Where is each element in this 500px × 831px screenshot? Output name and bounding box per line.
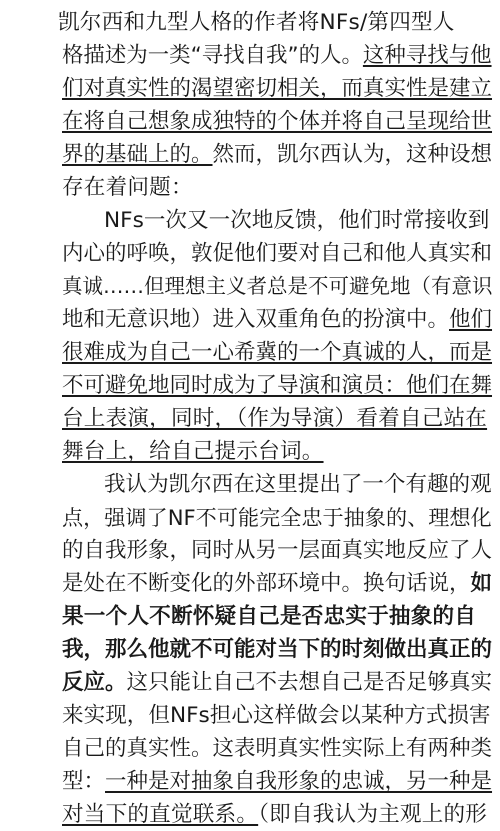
text-span: 的自我形象，同时从另一层面真实地反应了人 — [62, 538, 493, 563]
text-span: 内心的呼唤，敦促他们要对自己和他人真实和 — [62, 241, 493, 266]
text-line — [62, 336, 492, 369]
text-line — [62, 798, 487, 831]
bold-text: 果一个人不断怀疑自己是否忠实于抽象的自 — [62, 604, 477, 629]
bold-text: 我，那么他就不可能对当下的时刻做出真正的 — [62, 637, 493, 662]
text-line — [62, 732, 492, 765]
text-line — [62, 369, 492, 402]
text-line — [62, 270, 493, 303]
underlined-text: 台上表演，同时，（作为导演）看着自己站在 — [62, 406, 488, 431]
underlined-text: 舞台上，给自己提示台词。 — [62, 439, 324, 464]
underlined-text: 们对真实性的渴望密切相关，而真实性是建立 — [62, 76, 493, 101]
underlined-text: 这种寻找与他 — [362, 43, 492, 68]
underlined-text: 不可避免地同时成为了导演和演员：他们在舞 — [62, 373, 493, 398]
text-line — [62, 237, 492, 270]
underlined-text: 界的基础上的。 — [62, 142, 213, 167]
text-line — [62, 39, 492, 72]
text-line — [62, 534, 492, 567]
text-span: 真诚……但理想主义者总是不可避免地（有意识 — [62, 274, 493, 298]
text-line — [62, 105, 492, 138]
text-span: 凯尔西和九型人格的作者将NFs/第四型人 — [58, 10, 455, 35]
text-span: 是处在不断变化的外部环境中。换句话说， — [62, 571, 471, 596]
text-span: 点，强调了NF不可能完全忠于抽象的、理想化 — [62, 505, 492, 530]
text-line — [62, 699, 491, 732]
bold-text: 如 — [470, 571, 493, 596]
text-line — [62, 600, 476, 633]
text-line — [62, 303, 492, 336]
text-line — [62, 666, 492, 699]
text-line — [62, 72, 492, 105]
bold-text: 反应。 — [62, 670, 127, 695]
underlined-text: 他们 — [449, 307, 493, 332]
text-line — [58, 6, 455, 39]
underlined-text: 在将自己想象成独特的个体并将自己呈现给世 — [62, 109, 493, 134]
text-span: 我认为凯尔西在这里提出了一个有趣的观 — [104, 472, 492, 497]
text-line — [62, 171, 193, 204]
text-span: 存在着问题： — [62, 175, 193, 200]
underlined-text: 一种是对抽象自我形象的忠诚，另一种是 — [105, 769, 493, 794]
text-span: NFs一次又一次地反馈，他们时常接收到 — [104, 208, 490, 233]
text-span: 这只能让自己不去想自己是否足够真实 — [126, 670, 493, 695]
text-span: 格描述为一类“寻找自我”的人。 — [62, 43, 363, 68]
underlined-text: 对当下的直觉联系。 — [62, 802, 259, 827]
text-line — [62, 567, 492, 600]
text-line — [62, 765, 492, 798]
text-span: 然而，凯尔西认为，这种设想 — [212, 142, 493, 167]
text-span: 自己的真实性。这表明真实性实际上有两种类 — [62, 736, 493, 761]
text-line — [62, 633, 492, 666]
text-line — [62, 402, 487, 435]
text-line — [62, 138, 492, 171]
underlined-text: 很难成为自己一心希冀的一个真诚的人，而是 — [62, 340, 493, 365]
text-line — [62, 501, 492, 534]
text-span: 来实现，但NFs担心这样做会以某种方式损害 — [62, 703, 491, 728]
text-span: 地和无意识地）进入双重角色的扮演中。 — [62, 307, 450, 332]
text-span: （即自我认为主观上的形 — [258, 802, 488, 827]
text-line — [104, 204, 489, 237]
text-line — [104, 468, 492, 501]
text-line — [62, 435, 324, 468]
text-span: 型： — [62, 769, 106, 794]
